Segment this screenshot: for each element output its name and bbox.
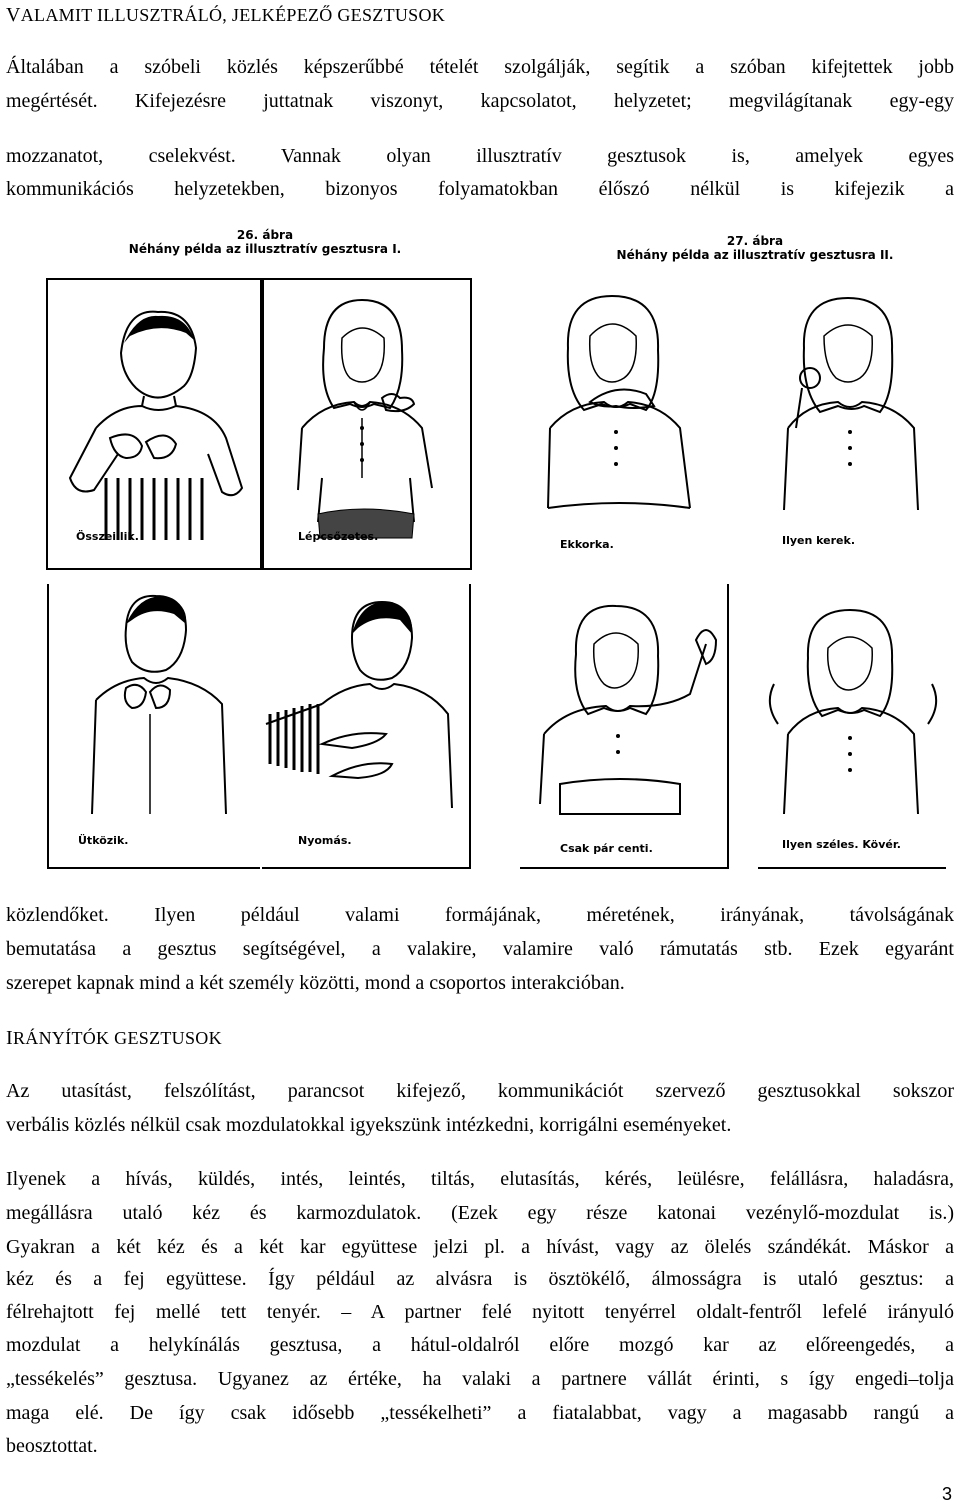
paragraph-line: „tessékelés” gesztusa. Ugyanez az értéke, ha valaki a partnere vállát érinti, s így engedi–tolja <box>6 1368 954 1390</box>
caption-5: Ütközik. <box>78 834 129 847</box>
section-heading-directive <box>6 1027 222 1049</box>
illustration-panel-1 <box>46 278 262 570</box>
paragraph-line: közlendőket. Ilyen például valami formájának, méretének, irányának, távolságának <box>6 904 954 926</box>
illustration-panel-6 <box>262 584 472 870</box>
illustration-panel-5 <box>46 584 262 870</box>
paragraph-line: mozzanatot, cselekvést. Vannak olyan illusztratív gesztusok is, amelyek egyes <box>6 145 954 167</box>
figure-26-title <box>105 228 425 256</box>
gesture-illustration <box>46 584 262 870</box>
paragraph-line: beosztottat. <box>6 1435 98 1457</box>
gesture-illustration <box>46 278 262 570</box>
paragraph-line: kommunikációs helyzetekben, bizonyos folyamatokban élőszó nélkül is kifejezik a <box>6 178 954 200</box>
illustration-panel-3 <box>520 278 730 570</box>
caption-7: Csak pár centi. <box>560 842 653 855</box>
paragraph-line: kéz és a fej együttese. Így például az alvásra is ösztökélő, álmosságra is utaló gesztus: a <box>6 1268 954 1290</box>
gesture-illustration <box>262 278 472 570</box>
paragraph-line: verbális közlés nélkül csak mozdulatokkal igyekszünk intézkedni, korrigálni eseményeket. <box>6 1114 732 1136</box>
paragraph-line: szerepet kapnak mind a két személy közötti, mond a csoportos interakcióban. <box>6 972 625 994</box>
paragraph-line: félrehajtott fej mellé tett tenyér. – A partner felé nyitott tenyérrel oldalt-fentről lefelé irányuló <box>6 1301 954 1323</box>
gesture-illustration <box>262 584 472 870</box>
illustration-panel-4 <box>758 278 948 570</box>
illustration-panel-8 <box>758 584 948 870</box>
heading-rest: ALAMIT ILLUSZTRÁLÓ, JELKÉPEZŐ GESZTUSOK <box>20 5 446 25</box>
gesture-illustration <box>520 584 730 870</box>
paragraph-line: bemutatása a gesztus segítségével, a valakire, valamire való rámutatás stb. Ezek egyaránt <box>6 938 954 960</box>
heading-initial: I <box>6 1027 13 1049</box>
paragraph-line: maga elé. De így csak idősebb „tessékelheti” a fiatalabbat, vagy a magasabb rangú a <box>6 1402 954 1424</box>
gesture-illustration <box>520 278 730 570</box>
caption-6: Nyomás. <box>298 834 352 847</box>
paragraph-line: megállásra utaló kéz és karmozdulatok. (Ezek egy része katonai vezénylő-mozdulat is.) <box>6 1202 954 1224</box>
paragraph-line: mozdulat a helykínálás gesztusa, a hátul-oldalról előre mozgó kar az előreengedés, a <box>6 1334 954 1356</box>
paragraph-line: Általában a szóbeli közlés képszerűbbé tételét szolgálják, segítik a szóban kifejtettek jobb <box>6 56 954 78</box>
figure-caption: Néhány példa az illusztratív gesztusra II. <box>616 248 894 262</box>
caption-4: Ilyen kerek. <box>782 534 856 547</box>
figure-number: 27. ábra <box>726 234 784 248</box>
paragraph-line: Ilyenek a hívás, küldés, intés, leintés, tiltás, elutasítás, kérés, leülésre, felállásra, haladásra, <box>6 1168 954 1190</box>
caption-3: Ekkorka. <box>560 538 614 551</box>
paragraph-line: megértését. Kifejezésre juttatnak viszonyt, kapcsolatot, helyzetet; megvilágítanak egy-egy <box>6 90 954 112</box>
heading-rest: RÁNYÍTÓK GESZTUSOK <box>12 1028 222 1048</box>
heading-initial: V <box>6 4 21 26</box>
section-heading-illustrative <box>6 4 445 26</box>
figure-caption: Néhány példa az illusztratív gesztusra I. <box>128 242 402 256</box>
page-number: 3 <box>941 1484 952 1504</box>
caption-1: Összeillik. <box>76 530 139 543</box>
caption-8: Ilyen széles. Kövér. <box>782 838 901 851</box>
illustration-panel-2 <box>262 278 472 570</box>
gesture-illustration <box>758 278 948 570</box>
paragraph-line: Az utasítást, felszólítást, parancsot kifejező, kommunikációt szervező gesztusokkal sokszor <box>6 1080 954 1102</box>
figure-27-title <box>590 234 920 262</box>
paragraph-line: Gyakran a két kéz és a két kar együttese jelzi pl. a hívást, vagy az ölelés szándékát. Máskor a <box>6 1236 954 1258</box>
illustration-panel-7 <box>520 584 730 870</box>
caption-2: Lépcsőzetes. <box>298 530 379 543</box>
gesture-illustration <box>758 584 948 870</box>
figure-number: 26. ábra <box>236 228 294 242</box>
